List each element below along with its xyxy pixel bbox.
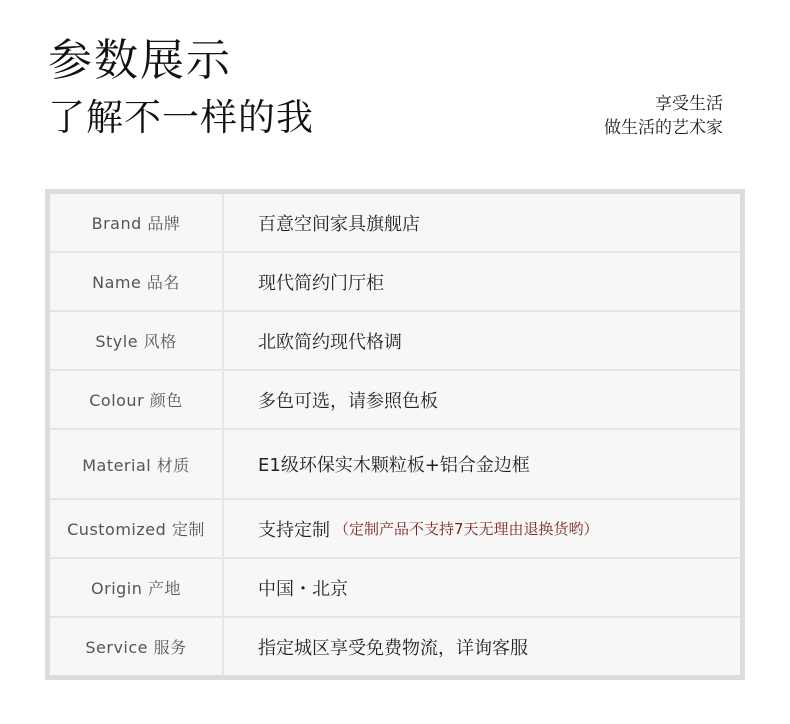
page-subtitle: 了解不一样的我 (48, 96, 314, 139)
spec-value: 多色可选，请参照色板 (224, 371, 740, 428)
spec-value: 指定城区享受免费物流，详询客服 (224, 618, 740, 675)
spec-value: 百意空间家具旗舰店 (224, 194, 740, 251)
spec-row-brand (50, 194, 740, 251)
spec-row-name (50, 253, 740, 310)
spec-label: Style 风格 (50, 312, 222, 369)
spec-value: 现代简约门厅柜 (224, 253, 740, 310)
spec-row-material (50, 430, 740, 498)
spec-note: （定制产品不支持7天无理由退换货哟） (334, 520, 599, 538)
spec-value-customized (224, 500, 740, 557)
spec-label: Colour 颜色 (50, 371, 222, 428)
spec-label: Brand 品牌 (50, 194, 222, 251)
spec-row-colour (50, 371, 740, 428)
page-title: 参数展示 (48, 35, 232, 86)
spec-value: 中国・北京 (224, 559, 740, 616)
spec-row-customized (50, 500, 740, 557)
spec-value: 北欧简约现代格调 (224, 312, 740, 369)
header (0, 0, 790, 180)
spec-value: 支持定制 (258, 519, 330, 541)
spec-label: Origin 产地 (50, 559, 222, 616)
spec-table (45, 189, 745, 680)
spec-label: Customized 定制 (50, 500, 222, 557)
slogan-line-1: 享受生活 (655, 94, 723, 114)
spec-value: E1级环保实木颗粒板+铝合金边框 (224, 430, 740, 498)
spec-row-style (50, 312, 740, 369)
slogan-line-2: 做生活的艺术家 (604, 118, 723, 138)
spec-label: Service 服务 (50, 618, 222, 675)
slogan (604, 92, 723, 140)
spec-row-service (50, 618, 740, 675)
spec-row-origin (50, 559, 740, 616)
spec-table-body (50, 194, 740, 675)
spec-label: Material 材质 (50, 430, 222, 498)
spec-label: Name 品名 (50, 253, 222, 310)
